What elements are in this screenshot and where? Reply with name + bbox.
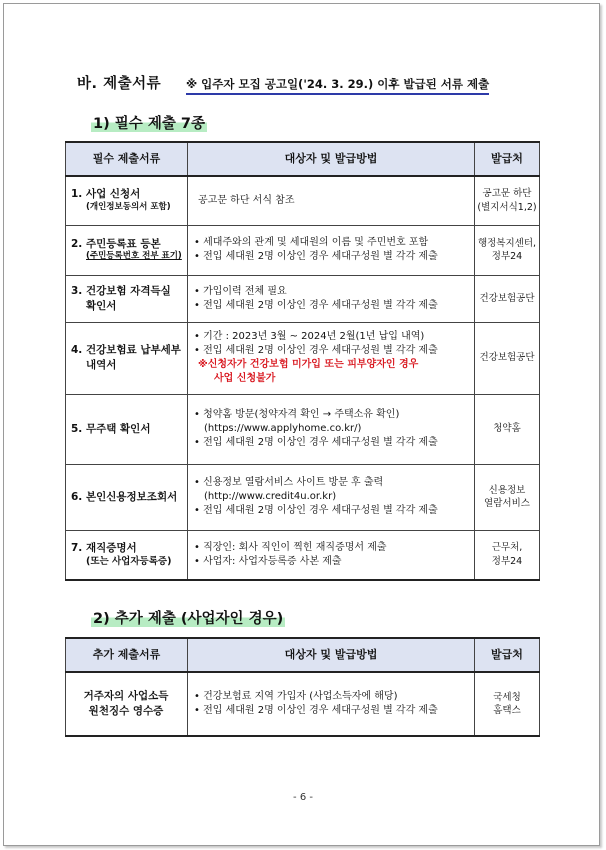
doc-method: • 건강보험료 지역 가입자 (사업소득자에 해당) • 전입 세대원 2명 이상인 경우 세대구성원 별 각각 제출 <box>188 672 475 736</box>
doc-method: 공고문 하단 서식 참조 <box>188 176 475 225</box>
doc-issuer: 건강보험공단 <box>475 322 540 394</box>
table-row <box>66 275 540 322</box>
section-title: 바. 제출서류 <box>77 76 162 92</box>
additional-docs-table <box>65 637 540 737</box>
warning-note-cont: 사업 신청불가 <box>214 373 276 384</box>
doc-name: 1. 사업 신청서 (개인정보동의서 포함) <box>66 176 188 225</box>
doc-method: • 기간 : 2023년 3월 ~ 2024년 2월(1년 납입 내역) • 전입 세대원 2명 이상인 경우 세대구성원 별 각각 제출 ※신청자가 건강보험 미가입 또는 피부양자인 경우 사업 신청불가 <box>188 322 475 394</box>
doc-name: 2. 주민등록표 등본 (주민등록번호 전부 표기) <box>66 225 188 275</box>
header-docs: 추가 제출서류 <box>66 638 188 672</box>
doc-name: 6. 본인신용정보조회서 <box>66 464 188 530</box>
doc-name: 3. 건강보험 자격득실 확인서 <box>66 275 188 322</box>
required-title: 1) 필수 제출 7종 <box>93 116 205 132</box>
table-row <box>66 176 540 225</box>
doc-issuer: 행정복지센터, 정부24 <box>475 225 540 275</box>
doc-method: • 세대주와의 관계 및 세대원의 이름 및 주민번호 포함 • 전입 세대원 2명 이상인 경우 세대구성원 별 각각 제출 <box>188 225 475 275</box>
header-method: 대상자 및 발급방법 <box>188 638 475 672</box>
doc-method: • 신용정보 열람서비스 사이트 방문 후 출력 (http://www.credit4u.or.kr) • 전입 세대원 2명 이상인 경우 세대구성원 별 각각 제출 <box>188 464 475 530</box>
doc-issuer: 신용정보 열람서비스 <box>475 464 540 530</box>
additional-title: 2) 추가 제출 (사업자인 경우) <box>93 611 284 627</box>
table-row <box>66 394 540 464</box>
doc-name: 4. 건강보험료 납부세부 내역서 <box>66 322 188 394</box>
table-header-row <box>66 142 540 176</box>
table-row <box>66 672 540 736</box>
required-docs-table <box>65 141 540 581</box>
table-row <box>66 464 540 530</box>
doc-method: • 가입이력 전체 필요 • 전입 세대원 2명 이상인 경우 세대구성원 별 각각 제출 <box>188 275 475 322</box>
header-docs: 필수 제출서류 <box>66 142 188 176</box>
doc-name: 7. 재직증명서 (또는 사업자등록증) <box>66 530 188 580</box>
doc-method: • 청약홈 방문(청약자격 확인 → 주택소유 확인) (https://www.applyhome.co.kr/) • 전입 세대원 2명 이상인 경우 세대구성원 별 각각 제출 <box>188 394 475 464</box>
table-row <box>66 530 540 580</box>
doc-issuer: 청약홈 <box>475 394 540 464</box>
header-issuer: 발급처 <box>475 638 540 672</box>
doc-issuer: 근무처, 정부24 <box>475 530 540 580</box>
doc-name: 거주자의 사업소득 원천징수 영수증 <box>66 672 188 736</box>
table-row <box>66 225 540 275</box>
doc-issuer: 공고문 하단 (별지서식1,2) <box>475 176 540 225</box>
warning-note: ※신청자가 건강보험 미가입 또는 피부양자인 경우 <box>198 359 419 370</box>
doc-issuer: 국세청 홈택스 <box>475 672 540 736</box>
doc-name: 5. 무주택 확인서 <box>66 394 188 464</box>
header-method: 대상자 및 발급방법 <box>188 142 475 176</box>
section-note: ※ 입주자 모집 공고일('24. 3. 29.) 이후 발급된 서류 제출 <box>186 76 489 95</box>
header-issuer: 발급처 <box>475 142 540 176</box>
page-number: - 6 - <box>293 792 313 803</box>
table-row <box>66 322 540 394</box>
doc-issuer: 건강보험공단 <box>475 275 540 322</box>
doc-method: • 직장인: 회사 직인이 찍힌 재직증명서 제출 • 사업자: 사업자등록증 사본 제출 <box>188 530 475 580</box>
table-header-row <box>66 638 540 672</box>
